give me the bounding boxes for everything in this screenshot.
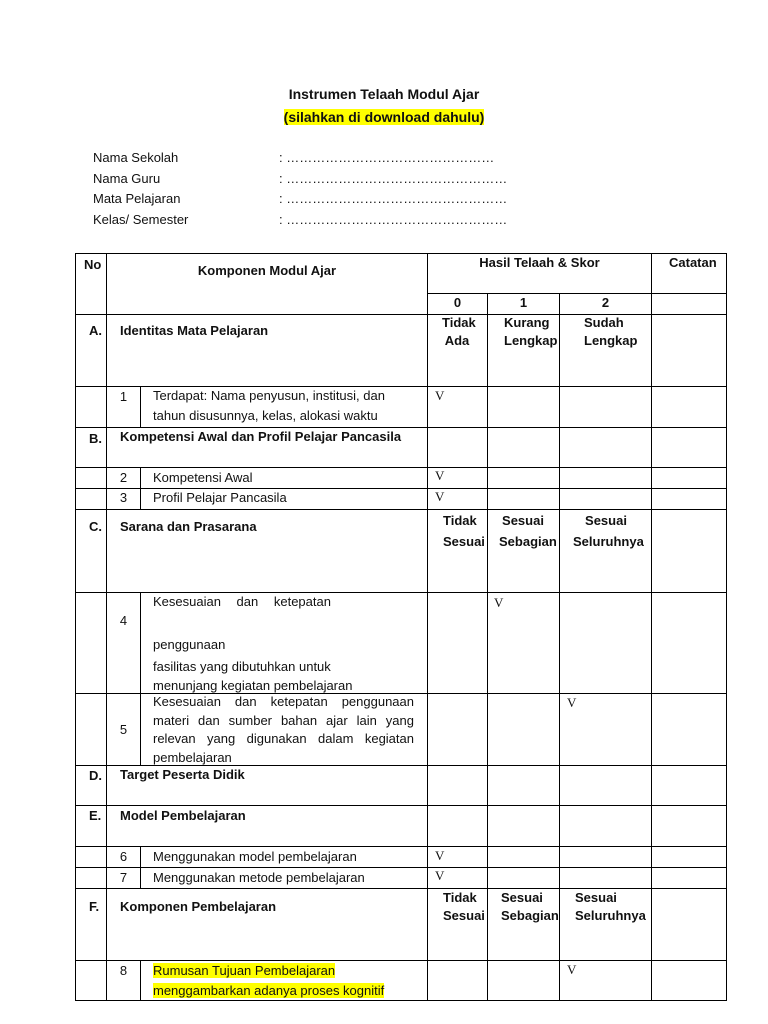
highlighted-text: Rumusan Tujuan Pembelajaran menggambarkan adanya proses kognitif — [153, 963, 385, 998]
check-mark: V — [567, 695, 577, 710]
table-border — [75, 805, 727, 806]
section-letter: E. — [89, 808, 102, 823]
level-label: Tidak Sesuai — [443, 513, 485, 549]
table-border — [651, 253, 652, 1000]
section-letter: B. — [89, 431, 102, 446]
item-text: penggunaan — [153, 637, 226, 652]
section-title: Sarana dan Prasarana — [120, 519, 257, 534]
field-value: : …………………………………………… — [279, 170, 508, 186]
header-komponen: Komponen Modul Ajar — [197, 263, 337, 278]
item-number: 1 — [119, 389, 128, 404]
item-number: 7 — [119, 870, 128, 885]
subtitle-highlight: (silahkan di download dahulu) — [283, 109, 485, 125]
score-0: 0 — [453, 295, 462, 310]
section-title: Target Peserta Didik — [120, 767, 245, 782]
table-border — [75, 867, 727, 868]
field-value: : …………………………………………… — [279, 191, 508, 207]
item-number: 2 — [119, 470, 128, 485]
field-value: : ………………………………………… — [279, 150, 495, 165]
field-label: Mata Pelajaran — [93, 191, 181, 207]
section-letter: D. — [89, 768, 102, 783]
section-letter: F. — [89, 899, 100, 914]
field-label: Nama Sekolah — [93, 150, 179, 165]
section-title: Identitas Mata Pelajaran — [120, 323, 269, 338]
section-letter: A. — [89, 323, 102, 338]
table-border — [75, 467, 727, 468]
item-text — [153, 961, 421, 1001]
score-2: 2 — [601, 295, 610, 310]
check-mark: V — [435, 468, 445, 483]
table-border — [140, 386, 141, 427]
level-label: Tidak Sesuai — [443, 890, 485, 923]
item-text: Kompetensi Awal — [153, 470, 253, 485]
check-mark: V — [435, 489, 445, 504]
item-text: Profil Pelajar Pancasila — [153, 490, 287, 505]
document-title: Instrumen Telaah Modul Ajar — [288, 86, 480, 102]
item-text: fasilitas yang dibutuhkan untuk menunjang kegiatan pembelajaran — [153, 659, 353, 693]
level-label: Sesuai Seluruhnya — [573, 513, 644, 549]
table-border — [140, 960, 141, 1000]
item-text: Kesesuaian dan ketepatan — [153, 594, 331, 609]
level-label: Sudah Lengkap — [584, 315, 638, 348]
level-label: Kurang Lengkap — [504, 315, 558, 348]
table-border — [427, 253, 428, 1000]
score-1: 1 — [519, 295, 528, 310]
item-text: Menggunakan model pembelajaran — [153, 849, 357, 864]
table-border — [75, 253, 76, 1000]
level-label: Tidak Ada — [442, 315, 476, 348]
level-label: Sesuai Sebagian — [501, 890, 559, 923]
section-title: Kompetensi Awal dan Profil Pelajar Pancasila — [120, 429, 402, 444]
header-catatan: Catatan — [669, 255, 717, 270]
table-border — [75, 314, 727, 315]
table-border — [487, 293, 488, 1000]
level-label: Sesuai Seluruhnya — [575, 890, 646, 923]
item-text: Menggunakan metode pembelajaran — [153, 870, 365, 885]
table-border — [559, 293, 560, 1000]
item-text: Terdapat: Nama penyusun, institusi, dan tahun disusunnya, kelas, alokasi waktu — [153, 388, 385, 423]
item-number: 4 — [119, 613, 128, 628]
item-number: 5 — [119, 722, 128, 737]
header-no: No — [84, 257, 102, 272]
table-border — [75, 846, 727, 847]
check-mark: V — [494, 595, 504, 610]
check-mark: V — [435, 388, 445, 403]
section-title: Komponen Pembelajaran — [120, 899, 277, 914]
item-number: 6 — [119, 849, 128, 864]
item-number: 8 — [119, 963, 128, 978]
item-text: Kesesuaian dan ketepatan penggunaan materi dan sumber bahan ajar lain yang relevan yang digunakan dalam kegiatan pembelajaran — [153, 694, 414, 765]
check-mark: V — [567, 962, 577, 977]
field-label: Nama Guru — [93, 170, 161, 186]
section-title: Model Pembelajaran — [120, 808, 246, 823]
section-letter: C. — [89, 519, 102, 534]
table-border — [140, 846, 141, 888]
field-label: Kelas/ Semester — [93, 212, 189, 228]
table-border — [140, 592, 141, 765]
check-mark: V — [435, 868, 445, 883]
level-label: Sesuai Sebagian — [499, 513, 557, 549]
header-hasil-telaah: Hasil Telaah & Skor — [479, 255, 600, 270]
item-number: 3 — [119, 490, 128, 505]
table-border — [140, 467, 141, 509]
field-value: : …………………………………………… — [279, 212, 508, 228]
table-border — [726, 253, 727, 1000]
check-mark: V — [435, 848, 445, 863]
